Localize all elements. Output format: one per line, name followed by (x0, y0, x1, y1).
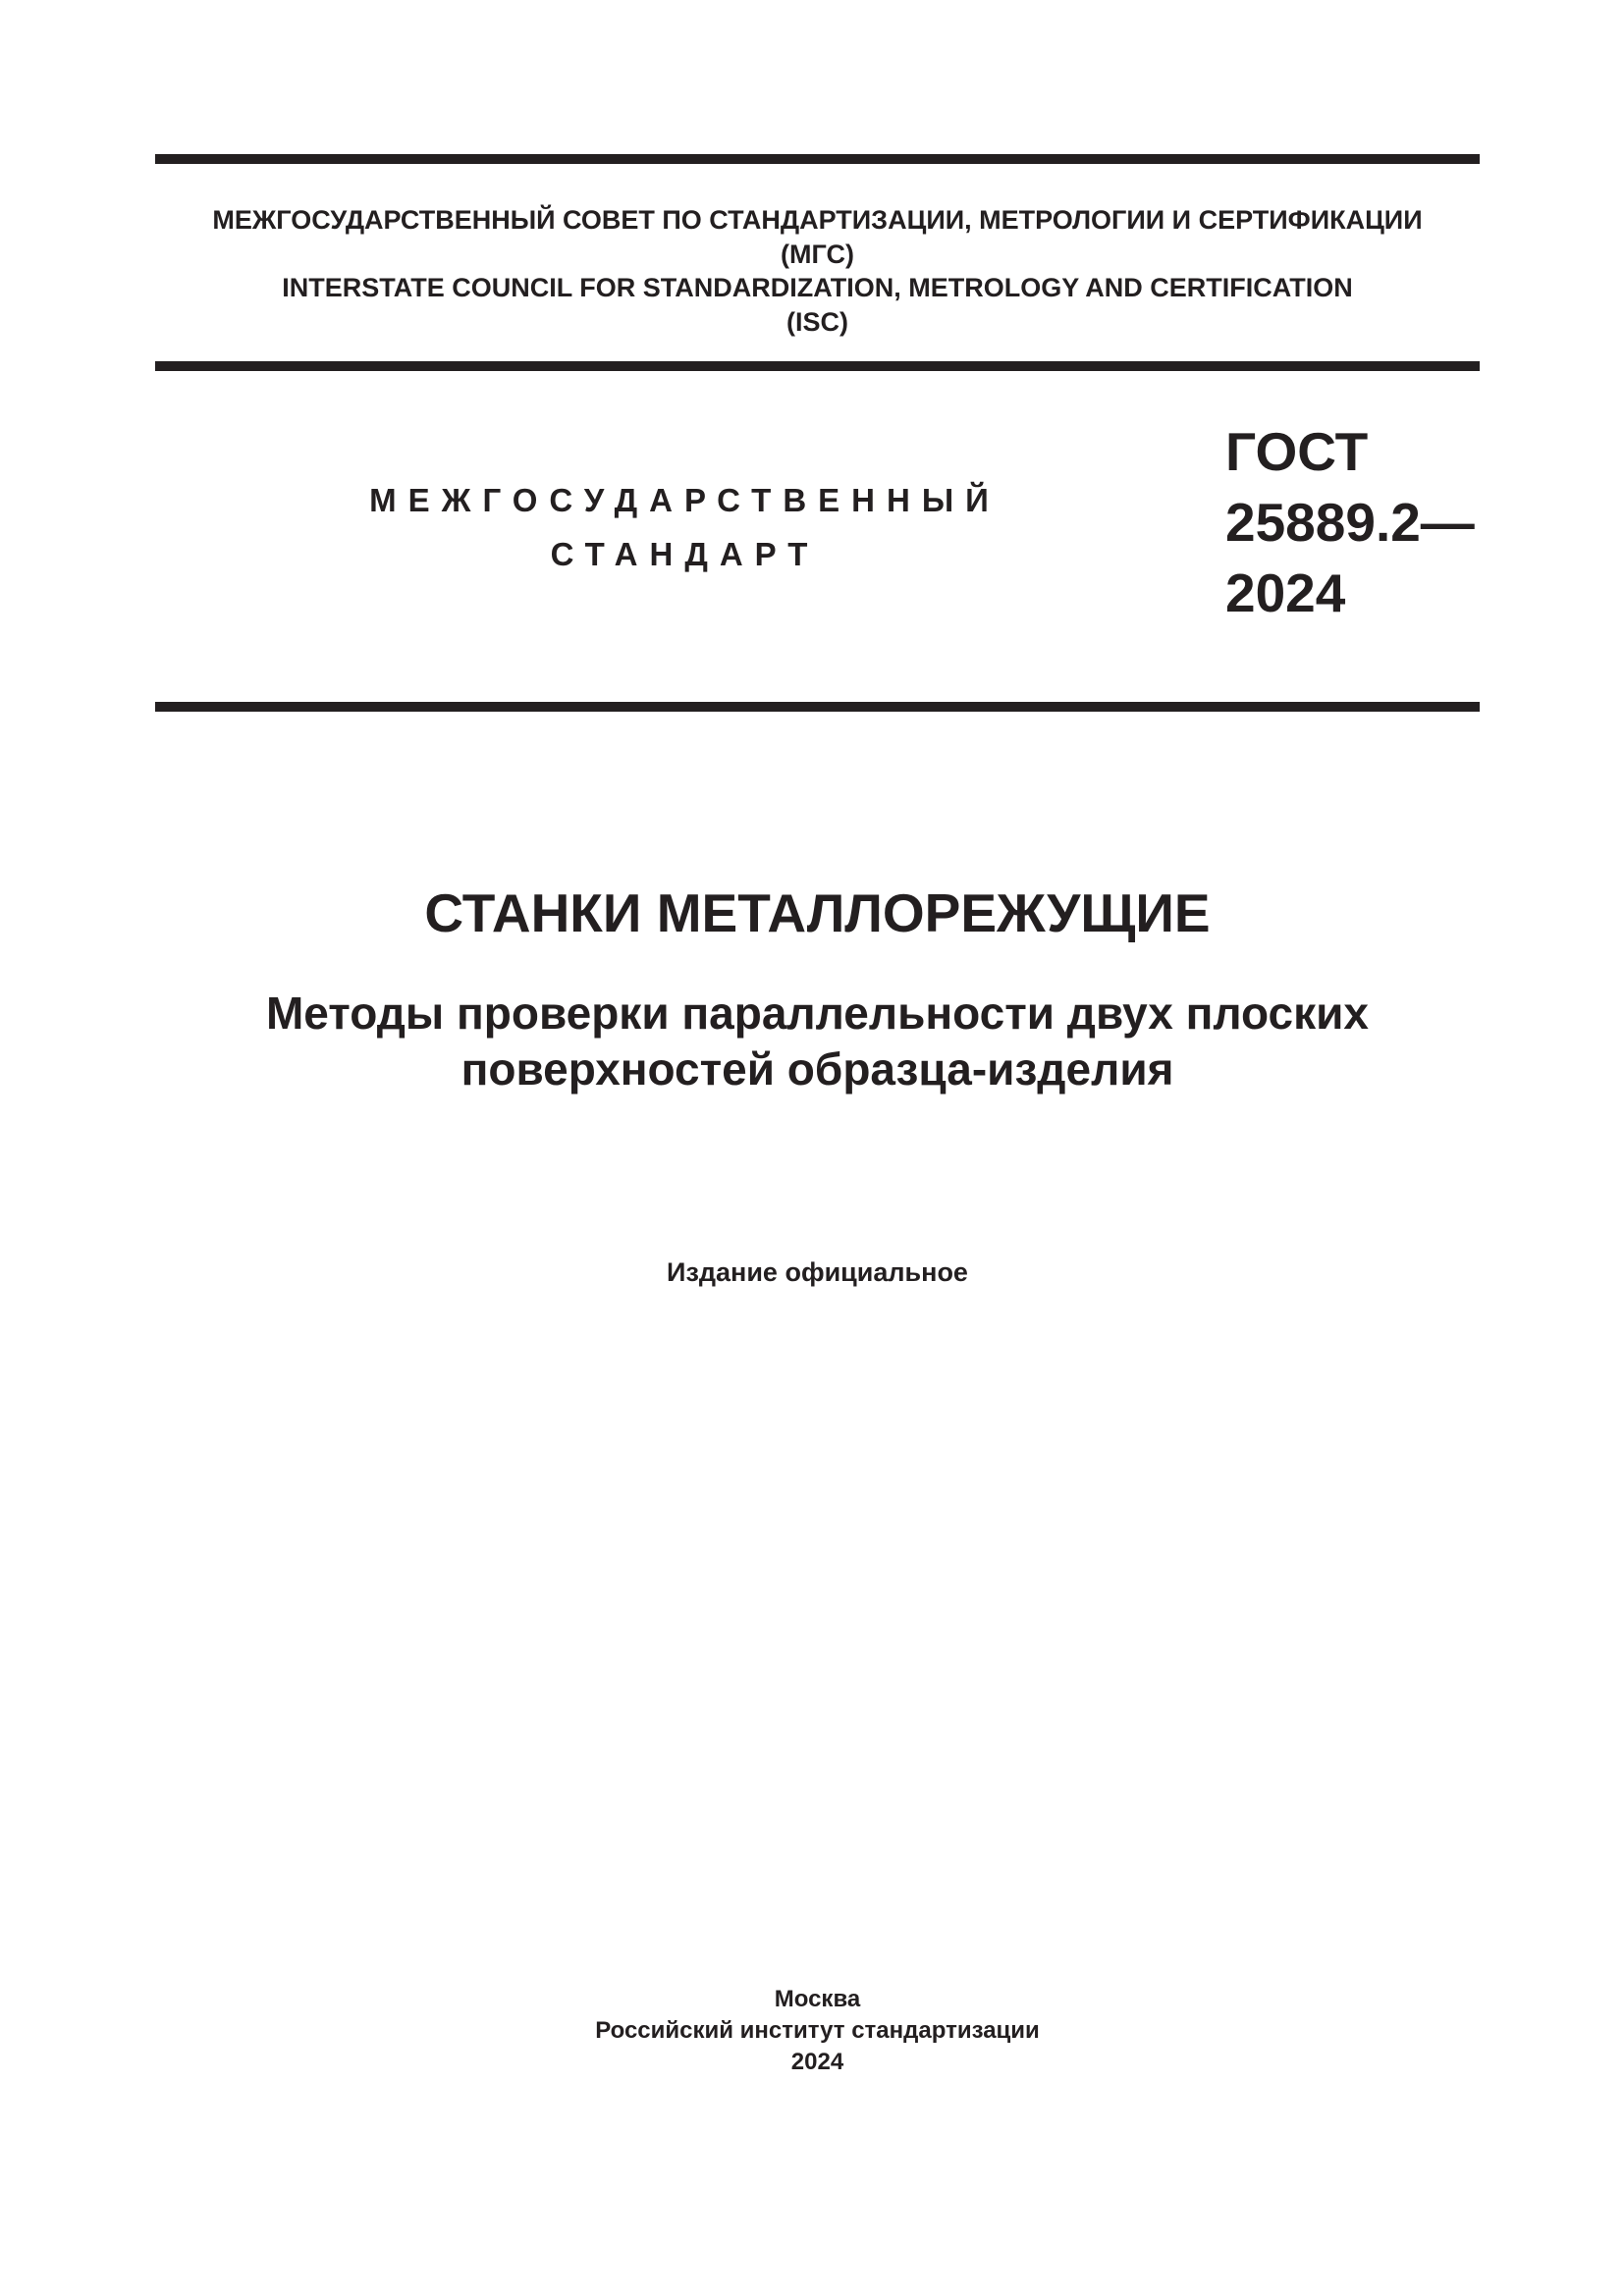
designation-divider (155, 702, 1480, 712)
subtitle-line-1: Методы проверки параллельности двух плоских (265, 988, 1369, 1039)
header-divider (155, 361, 1480, 371)
designation-line-1: ГОСТ (1225, 421, 1369, 482)
edition-label: Издание официальное (667, 1257, 968, 1287)
imprint-year: 2024 (790, 2049, 844, 2075)
standard-kind-line-2: СТАНДАРТ (550, 536, 820, 572)
council-abbr-ru: (МГС) (781, 239, 854, 269)
document-title: СТАНКИ МЕТАЛЛОРЕЖУЩИЕ (424, 882, 1211, 943)
document-subtitle (155, 986, 1480, 1097)
council-abbr-en: (ISC) (786, 306, 848, 337)
standard-designation (1225, 416, 1475, 628)
standard-kind (334, 473, 1036, 581)
top-divider (155, 154, 1480, 164)
council-name-ru: МЕЖГОСУДАРСТВЕННЫЙ СОВЕТ ПО СТАНДАРТИЗАЦИИ, МЕТРОЛОГИИ И СЕРТИФИКАЦИИ (212, 205, 1423, 235)
designation-line-3: 2024 (1225, 562, 1346, 623)
subtitle-line-2: поверхностей образца-изделия (460, 1043, 1174, 1095)
council-header (155, 203, 1480, 339)
standard-kind-line-1: МЕЖГОСУДАРСТВЕННЫЙ (369, 482, 1001, 518)
designation-line-2: 25889.2— (1225, 492, 1475, 553)
imprint-city: Москва (774, 1986, 861, 2012)
council-name-en: INTERSTATE COUNCIL FOR STANDARDIZATION, METROLOGY AND CERTIFICATION (282, 273, 1353, 302)
imprint-publisher: Российский институт стандартизации (595, 2017, 1040, 2044)
imprint (155, 1984, 1480, 2078)
